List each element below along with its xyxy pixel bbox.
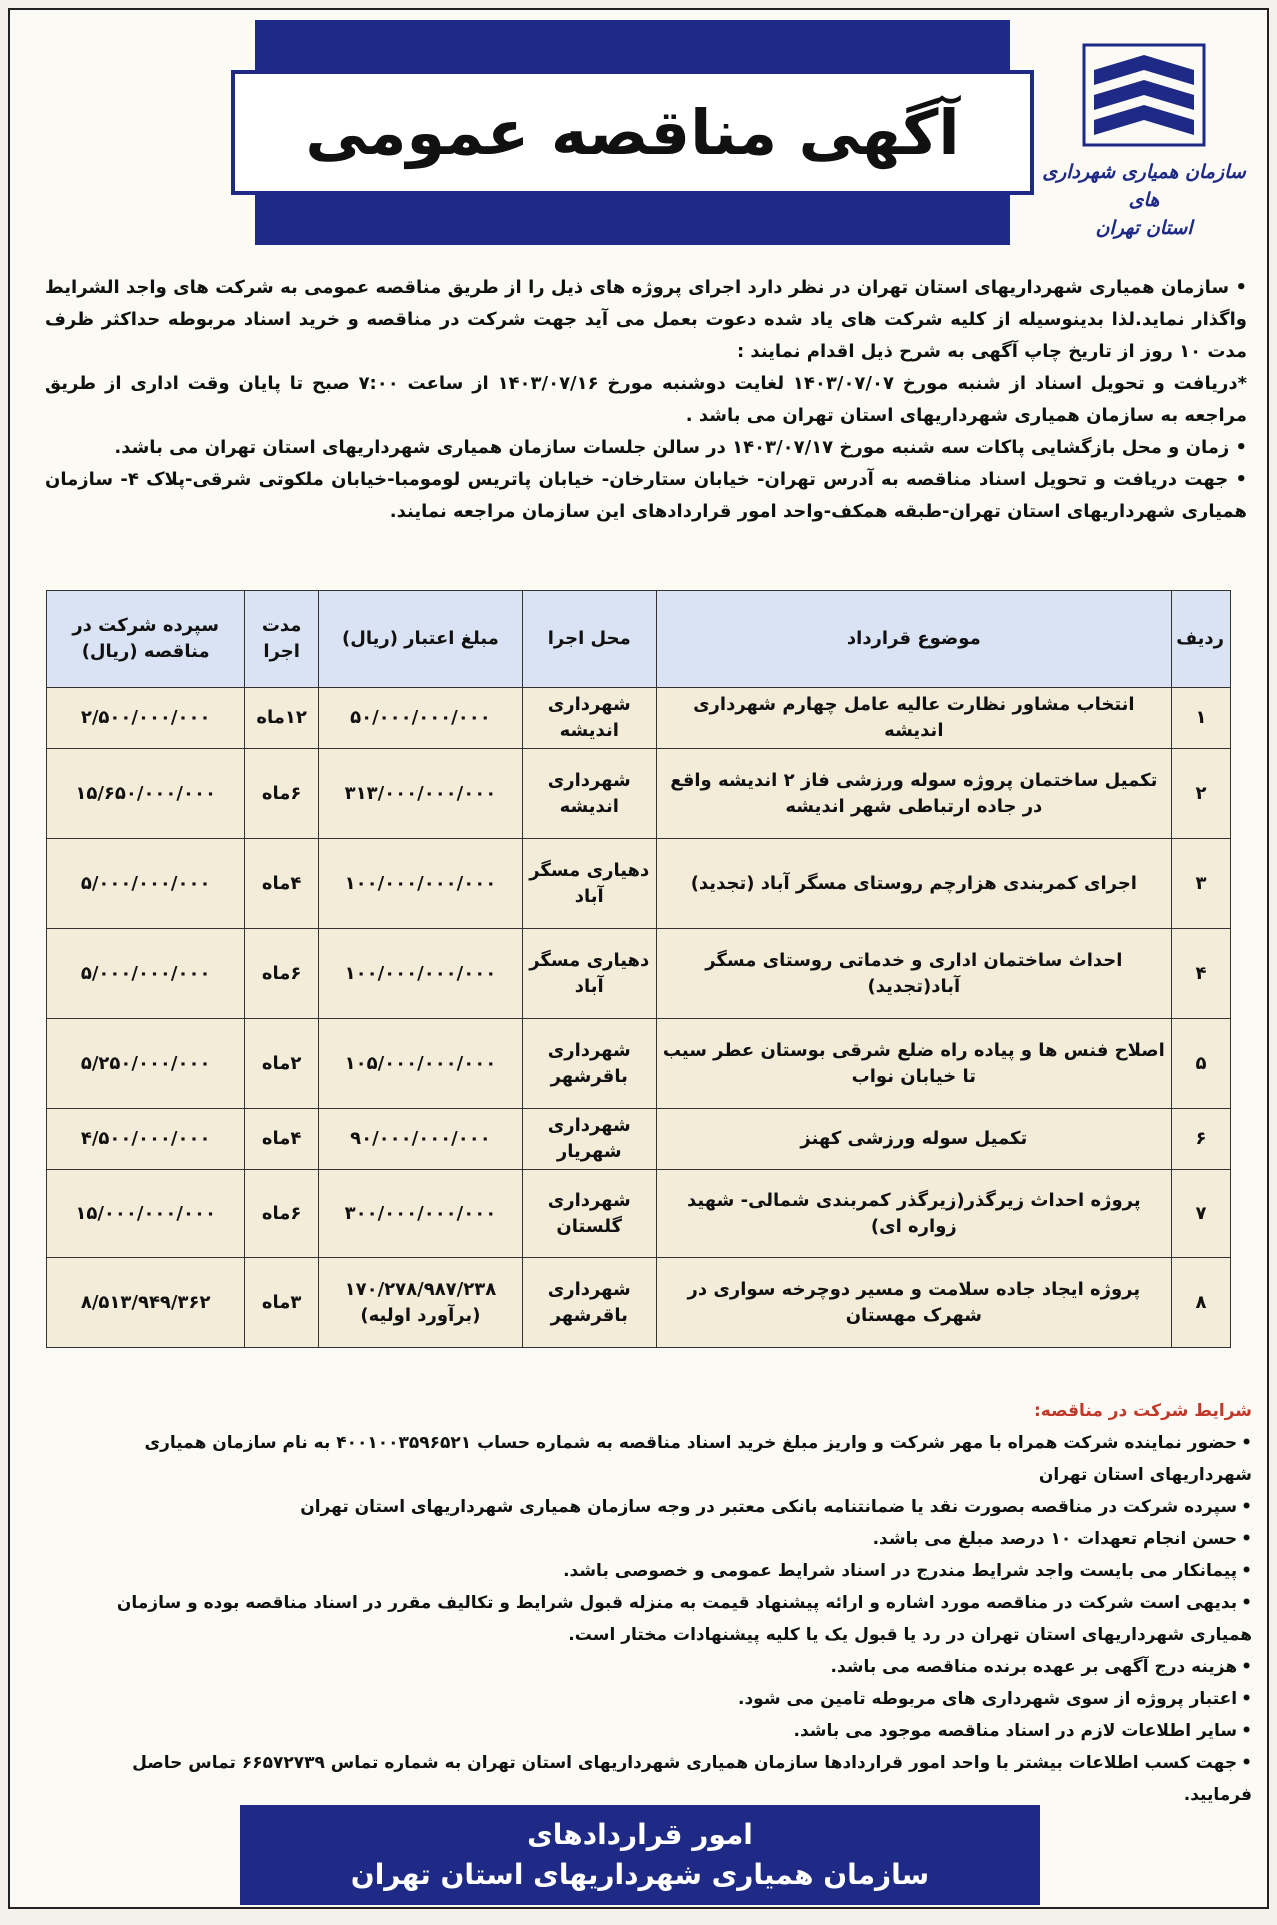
cell-subject: پروژه ایجاد جاده سلامت و مسیر دوچرخه سواری در شهرک مهستان <box>656 1258 1172 1348</box>
conditions-title: شرایط شرکت در مناقصه: <box>1034 1401 1252 1421</box>
header-deposit: سپرده شرکت در مناقصه (ریال) <box>47 591 245 688</box>
cell-deposit: ۵/۲۵۰/۰۰۰/۰۰۰ <box>47 1019 245 1109</box>
logo-line-2: استان تهران <box>1095 217 1193 239</box>
cell-duration: ۳ماه <box>245 1258 319 1348</box>
table-row <box>47 1109 1231 1170</box>
page-title: آگهی مناقصه عمومی <box>231 70 1033 195</box>
cell-duration: ۱۲ماه <box>245 688 319 749</box>
cell-duration: ۲ماه <box>245 1019 319 1109</box>
logo-line-1: سازمان همیاری شهرداری های <box>1042 161 1246 211</box>
cell-deposit: ۱۵/۰۰۰/۰۰۰/۰۰۰ <box>47 1170 245 1258</box>
header-location: محل اجرا <box>522 591 656 688</box>
cell-deposit: ۱۵/۶۵۰/۰۰۰/۰۰۰ <box>47 749 245 839</box>
table-row <box>47 1170 1231 1258</box>
cell-deposit: ۸/۵۱۳/۹۴۹/۳۶۲ <box>47 1258 245 1348</box>
cell-location: دهیاری مسگر آباد <box>522 929 656 1019</box>
contracts-table <box>46 590 1231 1348</box>
logo-emblem-icon <box>1079 40 1209 150</box>
title-banner <box>255 20 1010 245</box>
footer-line-1: امور قراردادهای <box>527 1818 753 1851</box>
cell-location: شهرداری باقرشهر <box>522 1258 656 1348</box>
table-row <box>47 839 1231 929</box>
cell-location: شهرداری اندیشه <box>522 688 656 749</box>
cell-credit: ۱۰۰/۰۰۰/۰۰۰/۰۰۰ <box>318 839 522 929</box>
logo-text <box>1039 158 1249 242</box>
cell-row-number: ۴ <box>1172 929 1231 1019</box>
cell-location: شهرداری باقرشهر <box>522 1019 656 1109</box>
table-row <box>47 1019 1231 1109</box>
list-item: • حسن انجام تعهدات ۱۰ درصد مبلغ می باشد. <box>70 1523 1252 1555</box>
intro-paragraph-3: • زمان و محل بازگشایی پاکات سه شنبه مورخ ۱۴۰۳/۰۷/۱۷ در سالن جلسات سازمان همیاری شهرداریهای استان تهران می باشد. <box>114 437 1247 458</box>
cell-row-number: ۵ <box>1172 1019 1231 1109</box>
table-header-row <box>47 591 1231 688</box>
footer-line-2: سازمان همیاری شهرداریهای استان تهران <box>350 1858 930 1891</box>
cell-credit: ۳۱۳/۰۰۰/۰۰۰/۰۰۰ <box>318 749 522 839</box>
header <box>10 10 1267 265</box>
cell-credit: ۳۰۰/۰۰۰/۰۰۰/۰۰۰ <box>318 1170 522 1258</box>
cell-subject: انتخاب مشاور نظارت عالیه عامل چهارم شهرداری اندیشه <box>656 688 1172 749</box>
cell-credit: ۱۷۰/۲۷۸/۹۸۷/۲۳۸ (برآورد اولیه) <box>318 1258 522 1348</box>
cell-subject: اصلاح فنس ها و پیاده راه ضلع شرقی بوستان عطر سیب تا خیابان نواب <box>656 1019 1172 1109</box>
list-item: • سپرده شرکت در مناقصه بصورت نقد یا ضمانتنامه بانکی معتبر در وجه سازمان همیاری شهرداریهای استان تهران <box>70 1491 1252 1523</box>
list-item: • سایر اطلاعات لازم در اسناد مناقصه موجود می باشد. <box>70 1715 1252 1747</box>
cell-location: شهرداری شهریار <box>522 1109 656 1170</box>
table-row <box>47 1258 1231 1348</box>
cell-duration: ۴ماه <box>245 1109 319 1170</box>
cell-deposit: ۵/۰۰۰/۰۰۰/۰۰۰ <box>47 839 245 929</box>
footer-banner <box>240 1805 1040 1905</box>
cell-deposit: ۴/۵۰۰/۰۰۰/۰۰۰ <box>47 1109 245 1170</box>
intro-paragraph-2: *دریافت و تحویل اسناد از شنبه مورخ ۱۴۰۳/۰۷/۰۷ لغایت دوشنبه مورخ ۱۴۰۳/۰۷/۱۶ از ساعت ۷:۰۰ صبح تا پایان وقت اداری از طریق مراجعه به سازمان همیاری شهرداریهای استان تهران می باشد . <box>45 373 1247 426</box>
list-item: • پیمانکار می بایست واجد شرایط مندرج در اسناد شرایط عمومی و خصوصی باشد. <box>70 1555 1252 1587</box>
cell-subject: تکمیل سوله ورزشی کهنز <box>656 1109 1172 1170</box>
list-item: • جهت کسب اطلاعات بیشتر با واحد امور قراردادها سازمان همیاری شهرداریهای استان تهران به شماره تماس ۶۶۵۷۲۷۳۹ تماس حاصل فرمایید. <box>70 1747 1252 1811</box>
cell-duration: ۶ماه <box>245 1170 319 1258</box>
organization-logo <box>1039 40 1249 240</box>
header-subject: موضوع قرارداد <box>656 591 1172 688</box>
header-duration: مدت اجرا <box>245 591 319 688</box>
cell-row-number: ۲ <box>1172 749 1231 839</box>
conditions-section <box>70 1395 1252 1811</box>
list-item: • هزینه درج آگهی بر عهده برنده مناقصه می باشد. <box>70 1651 1252 1683</box>
tender-notice-page <box>8 8 1269 1909</box>
cell-deposit: ۵/۰۰۰/۰۰۰/۰۰۰ <box>47 929 245 1019</box>
cell-subject: اجرای کمربندی هزارچم روستای مسگر آباد (تجدید) <box>656 839 1172 929</box>
header-row-number: ردیف <box>1172 591 1231 688</box>
cell-duration: ۶ماه <box>245 929 319 1019</box>
cell-row-number: ۸ <box>1172 1258 1231 1348</box>
intro-paragraph-1: • سازمان همیاری شهرداریهای استان تهران در نظر دارد اجرای پروژه های ذیل را از طریق مناقصه عمومی به شرکت های واجد الشرایط واگذار نماید.لذا بدینوسیله از کلیه شرکت های یاد شده دعوت بعمل می آید جهت شرکت در مناقصه و خرید اسناد مربوطه حداکثر ظرف مدت ۱۰ روز از تاریخ چاپ آگهی به شرح ذیل اقدام نمایند : <box>45 277 1247 362</box>
intro-text <box>45 272 1247 528</box>
cell-row-number: ۷ <box>1172 1170 1231 1258</box>
table-row <box>47 749 1231 839</box>
cell-credit: ۱۰۵/۰۰۰/۰۰۰/۰۰۰ <box>318 1019 522 1109</box>
cell-duration: ۶ماه <box>245 749 319 839</box>
cell-subject: تکمیل ساختمان پروژه سوله ورزشی فاز ۲ اندیشه واقع در جاده ارتباطی شهر اندیشه <box>656 749 1172 839</box>
header-credit: مبلغ اعتبار (ریال) <box>318 591 522 688</box>
list-item: • اعتبار پروژه از سوی شهرداری های مربوطه تامین می شود. <box>70 1683 1252 1715</box>
cell-location: شهرداری گلستان <box>522 1170 656 1258</box>
table-row <box>47 929 1231 1019</box>
cell-credit: ۹۰/۰۰۰/۰۰۰/۰۰۰ <box>318 1109 522 1170</box>
cell-location: شهرداری اندیشه <box>522 749 656 839</box>
cell-row-number: ۳ <box>1172 839 1231 929</box>
list-item: • حضور نماینده شرکت همراه با مهر شرکت و واریز مبلغ خرید اسناد مناقصه به شماره حساب ۴۰۰۱۰۰۳۵۹۶۵۲۱ به نام سازمان همیاری شهرداریهای استان تهران <box>70 1427 1252 1491</box>
list-item: • بدیهی است شرکت در مناقصه مورد اشاره و ارائه پیشنهاد قیمت به منزله قبول شرایط و تکالیف مقرر در اسناد مناقصه بوده و سازمان همیاری شهرداریهای استان تهران در رد یا قبول یک یا کلیه پیشنهادات مختار است. <box>70 1587 1252 1651</box>
table-row <box>47 688 1231 749</box>
intro-paragraph-4: • جهت دریافت و تحویل اسناد مناقصه به آدرس تهران- خیابان ستارخان- خیابان پاتریس لومومبا-خیابان ملکوتی شرقی-پلاک ۴- سازمان همیاری شهرداریهای استان تهران-طبقه همکف-واحد امور قراردادهای این سازمان مراجعه نمایند. <box>45 469 1247 522</box>
cell-subject: احداث ساختمان اداری و خدماتی روستای مسگر آباد(تجدید) <box>656 929 1172 1019</box>
cell-row-number: ۱ <box>1172 688 1231 749</box>
cell-location: دهیاری مسگر آباد <box>522 839 656 929</box>
conditions-list <box>70 1427 1252 1811</box>
cell-credit: ۵۰/۰۰۰/۰۰۰/۰۰۰ <box>318 688 522 749</box>
cell-subject: پروژه احداث زیرگذر(زیرگذر کمربندی شمالی- شهید زواره ای) <box>656 1170 1172 1258</box>
cell-credit: ۱۰۰/۰۰۰/۰۰۰/۰۰۰ <box>318 929 522 1019</box>
cell-row-number: ۶ <box>1172 1109 1231 1170</box>
cell-deposit: ۲/۵۰۰/۰۰۰/۰۰۰ <box>47 688 245 749</box>
cell-duration: ۴ماه <box>245 839 319 929</box>
